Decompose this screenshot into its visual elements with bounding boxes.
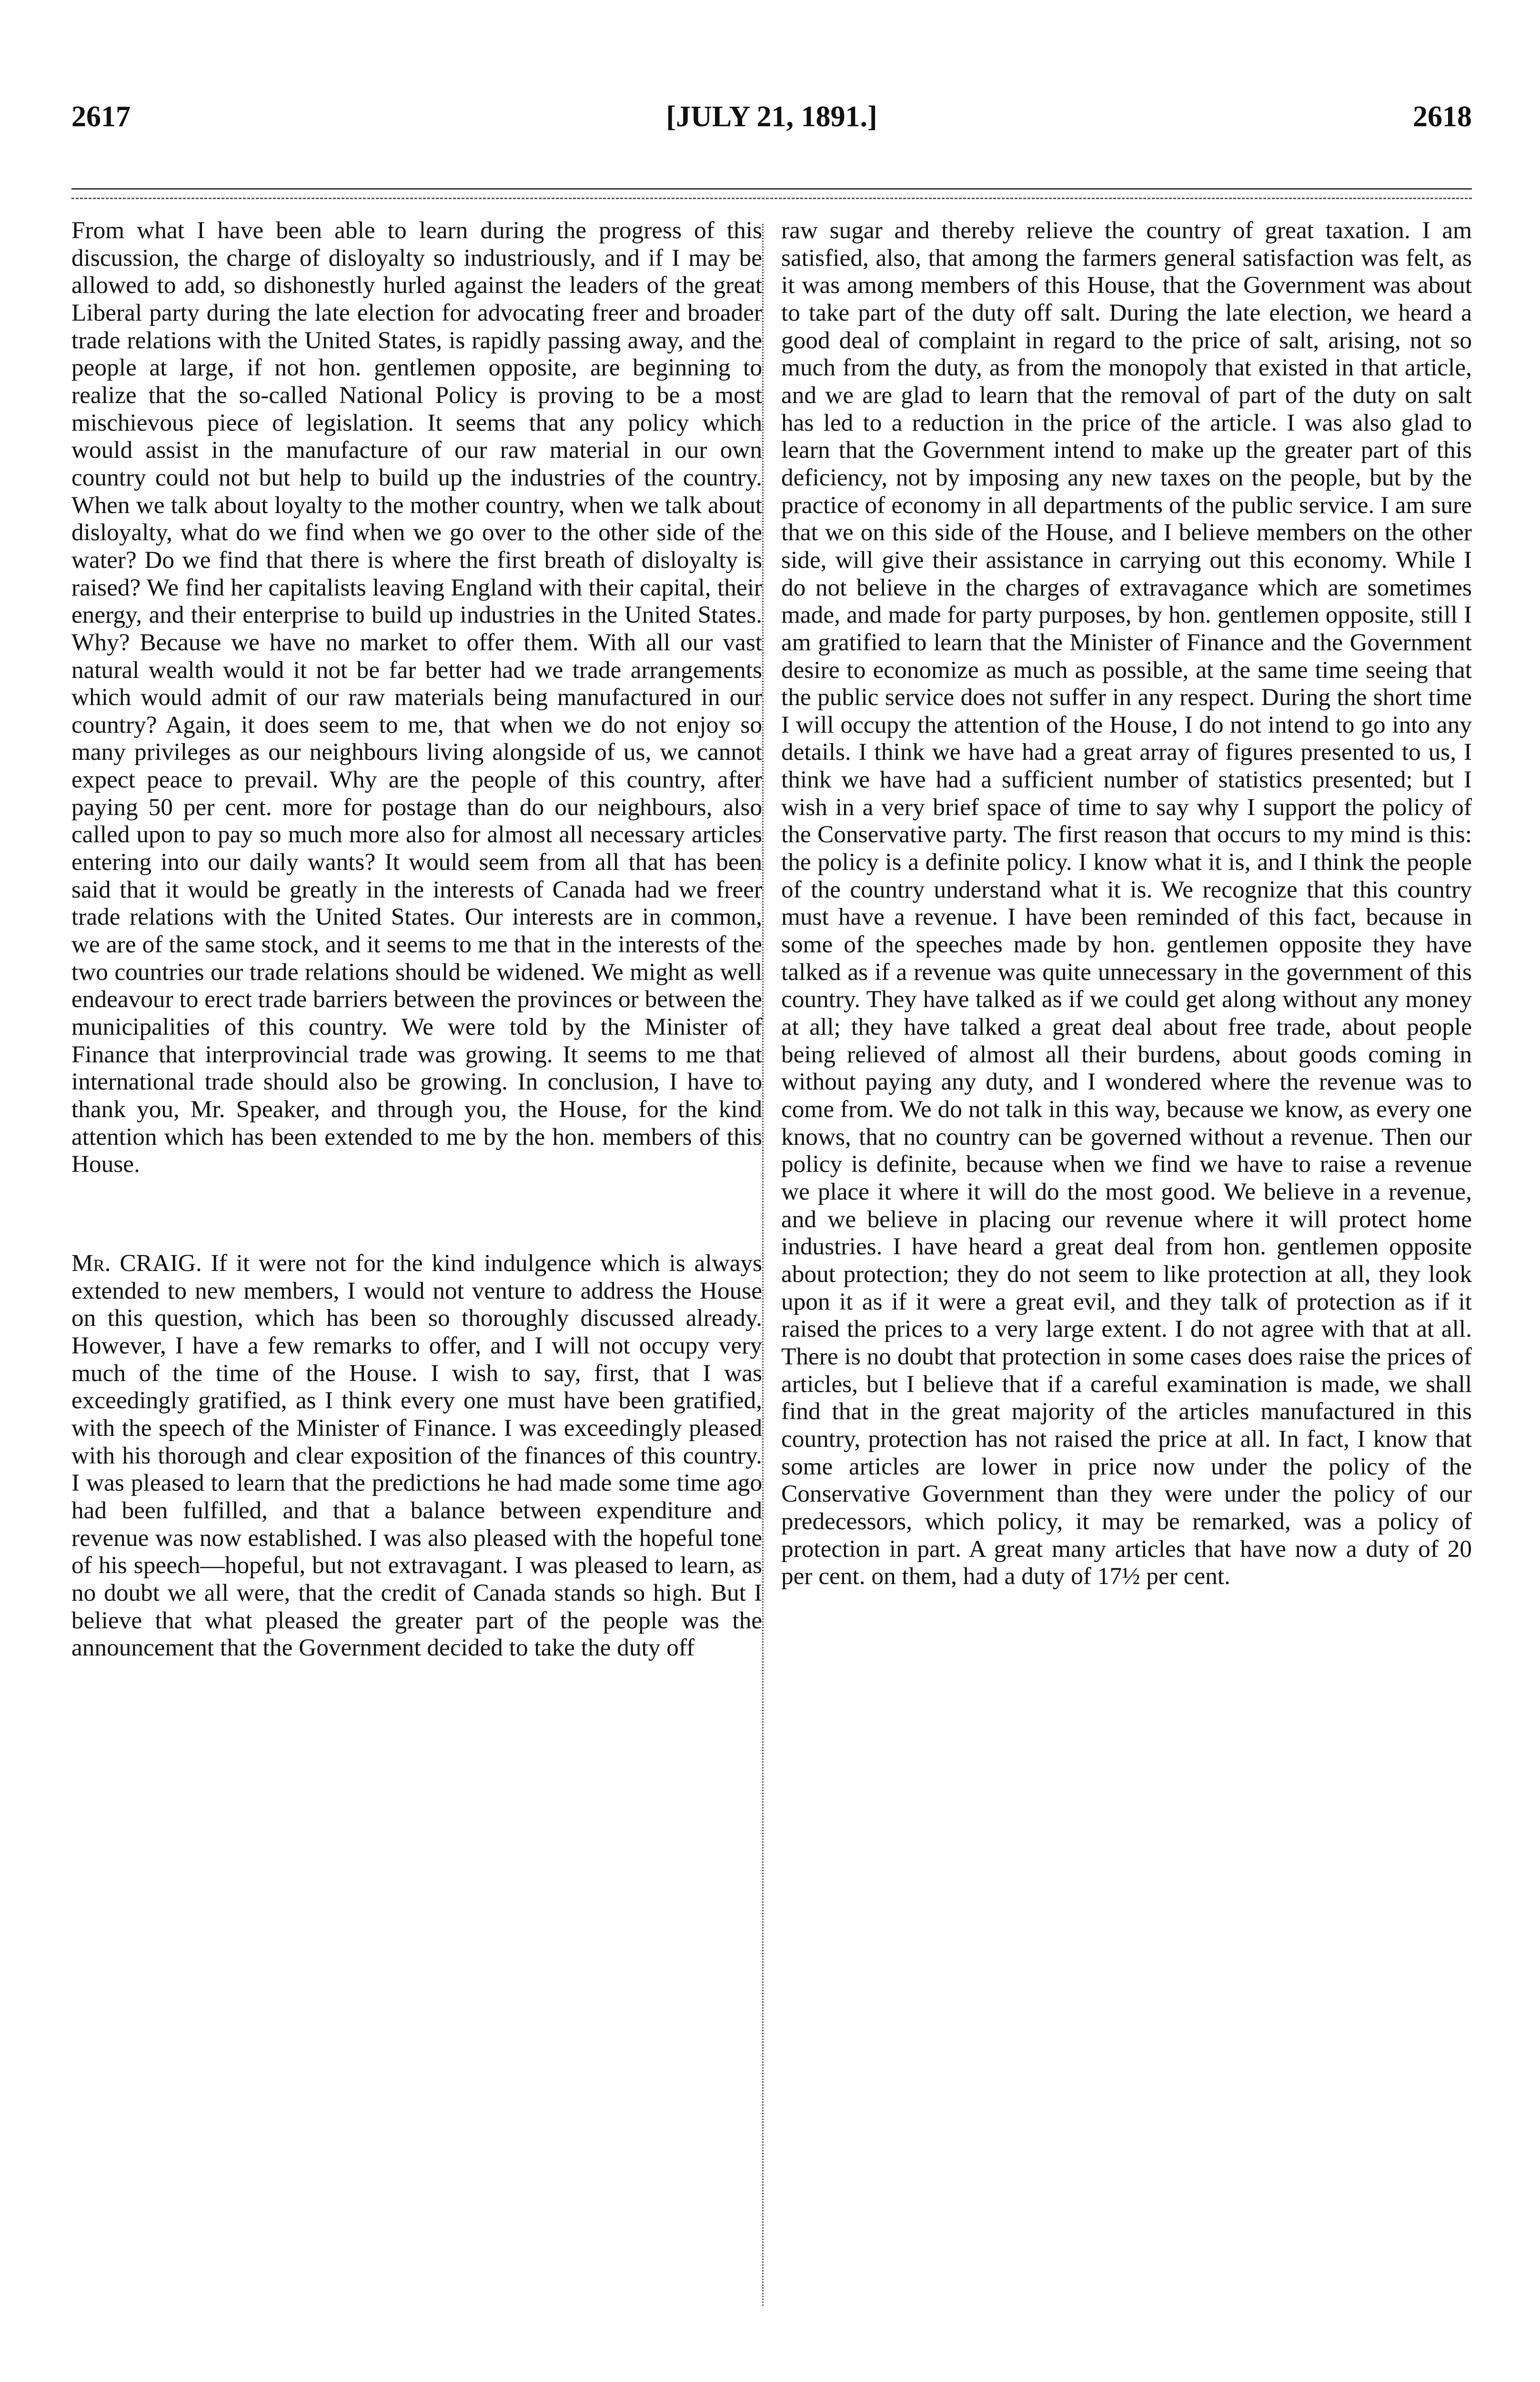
column-divider	[762, 224, 764, 2306]
right-paragraph-1: raw sugar and thereby relieve the country of great taxation. I am satisfied, also, that among the farmers general satisfaction was felt, as it was among members of this House, that the Government was about to take part of the duty off salt. During the late election, we heard a good deal of complaint in regard to the price of salt, arising, not so much from the duty, as from the monopoly that existed in that article, and we are glad to learn that the removal of part of the duty on salt has led to a reduction in the price of the article. I was also glad to learn that the Government intend to make up the greater part of this deficiency, not by imposing any new taxes on the people, but by the practice of economy in all departments of the public service. I am sure that we on this side of the House, and I believe members on the other side, will give their assistance in carrying out this economy. While I do not believe in the charges of extravagance which are sometimes made, and made for party purposes, by hon. gentlemen opposite, still I am gratified to learn that the Minister of Finance and the Government desire to economize as much as possible, at the same time seeing that the public service does not suffer in any respect. During the short time I will occupy the attention of the House, I do not intend to go into any details. I think we have had a great array of figures presented to us, I think we have had a sufficient number of statistics presented; but I wish in a very brief space of time to say why I support the policy of the Conservative party. The first reason that occurs to my mind is this: the policy is a definite policy. I know what it is, and I think the people of the country understand what it is. We recognize that this country must have a revenue. I have been reminded of this fact, because in some of the speeches made by hon. gentlemen opposite they have talked as if a revenue was quite unnecessary in the government of this country. They have talked as if we could get along without any money at all; they have talked a great deal about free trade, about people being relieved of almost all their burdens, about goods coming in without paying any duty, and I wondered where the revenue was to come from. We do not talk in this way, because we know, as every one knows, that no country can be governed without a revenue. Then our policy is definite, because when we find we have to raise a revenue we place it where it will do the most good. We believe in a revenue, and we believe in placing our revenue where it will protect home industries. I have heard a great deal from hon. gentlemen opposite about protection; they do not seem to like protection at all, they look upon it as if it were a great evil, and they talk of protection as if it raised the prices to a very large extent. I do not agree with that at all. There is no doubt that protection in some cases does raise the prices of articles, but I believe that if a careful examination is made, we shall find that in the great majority of the articles manufactured in this country, protection has not raised the price at all. In fact, I know that some articles are lower in price now under the policy of the Conservative Government than they were under the policy of our predecessors, which policy, it may be remarked, was a policy of protection in part. A great many articles that have now a duty of 20 per cent. on them, had a duty of 17½ per cent.	[781, 217, 1472, 1590]
paragraph-gap	[71, 1178, 762, 1250]
header-rule	[71, 188, 1472, 190]
page-number-right: 2618	[1413, 101, 1472, 133]
right-column	[781, 217, 1472, 1590]
left-paragraph-2	[71, 1250, 762, 1662]
header-date: [JULY 21, 1891.]	[666, 101, 877, 133]
header-rule-dashed	[71, 198, 1472, 199]
page-header	[71, 100, 1472, 143]
speaker-name: Mr. CRAIG.	[71, 1249, 202, 1277]
page-number-left: 2617	[71, 101, 131, 133]
left-column	[71, 217, 762, 1662]
left-paragraph-1: From what I have been able to learn during the progress of this discussion, the charge of disloyalty so industriously, and if I may be allowed to add, so dishonestly hurled against the leaders of the great Liberal party during the late election for advocating freer and broader trade relations with the United States, is rapidly passing away, and the people at large, if not hon. gentlemen opposite, are beginning to realize that the so-called National Policy is proving to be a most mischievous piece of legislation. It seems that any policy which would assist in the manufacture of our raw material in our own country could not but help to build up the industries of the country. When we talk about loyalty to the mother country, when we talk about disloyalty, what do we find when we go over to the other side of the water? Do we find that there is where the first breath of disloyalty is raised? We find her capitalists leaving England with their capital, their energy, and their enterprise to build up industries in the United States. Why? Because we have no market to offer them. With all our vast natural wealth would it not be far better had we trade arrangements which would admit of our raw materials being manufactured in our country? Again, it does seem to me, that when we do not enjoy so many privileges as our neighbours living alongside of us, we cannot expect peace to prevail. Why are the people of this country, after paying 50 per cent. more for postage than do our neighbours, also called upon to pay so much more also for almost all necessary articles entering into our daily wants? It would seem from all that has been said that it would be greatly in the interests of Canada had we freer trade relations with the United States. Our interests are in common, we are of the same stock, and it seems to me that in the interests of the two countries our trade relations should be widened. We might as well endeavour to erect trade barriers between the provinces or between the municipalities of this country. We were told by the Minister of Finance that interprovincial trade was growing. It seems to me that international trade should also be growing. In conclusion, I have to thank you, Mr. Speaker, and through you, the House, for the kind attention which has been extended to me by the hon. members of this House.	[71, 217, 762, 1178]
speech-text: If it were not for the kind indulgence which is always extended to new members, I would not venture to address the House on this question, which has been so thoroughly discussed already. However, I have a few remarks to offer, and I will not occupy very much of the time of the House. I wish to say, first, that I was exceedingly gratified, as I think every one must have been gratified, with the speech of the Minister of Finance. I was exceedingly pleased with his thorough and clear exposition of the finances of this country. I was pleased to learn that the predictions he had made some time ago had been fulfilled, and that a balance between expenditure and revenue was now established. I was also pleased with the hopeful tone of his speech—hopeful, but not extravagant. I was pleased to learn, as no doubt we all were, that the credit of Canada stands so high. But I believe that what pleased the greater part of the people was the announcement that the Government decided to take the duty off	[71, 1249, 762, 1662]
